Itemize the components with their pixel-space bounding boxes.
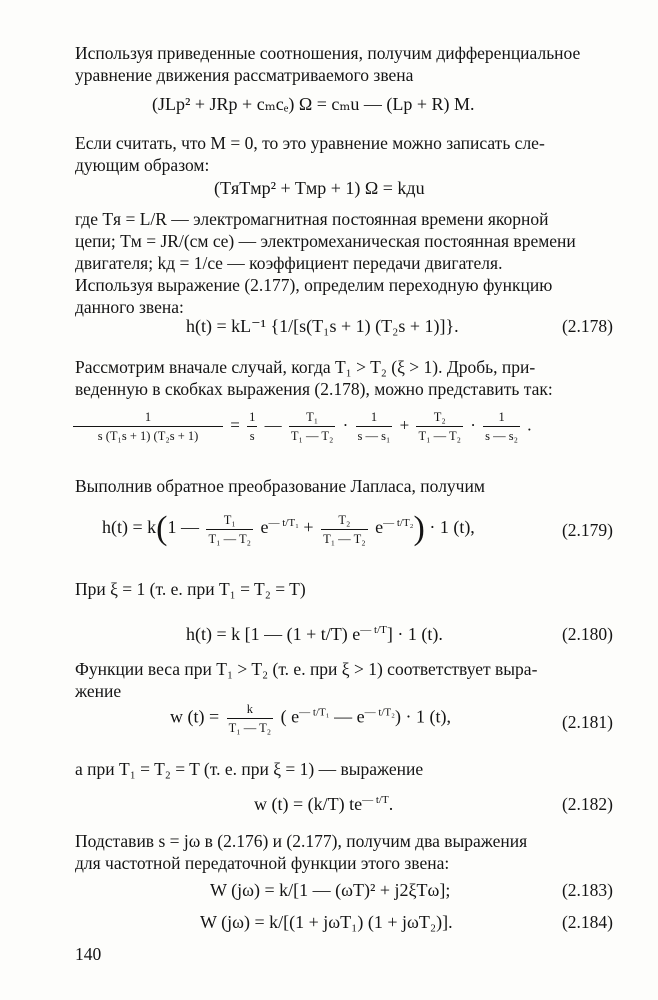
paragraph-definitions [75,208,613,318]
paragraph-equal-weight [75,758,613,780]
fraction-numerator: T₁ [306,410,319,424]
fraction-numerator: 1 [498,410,505,424]
fraction-numerator: 1 [370,410,378,424]
equation-2184: W (jω) = k/[(1 + jωT₁) (1 + jωT₂)]. [200,912,453,932]
text-line: цепи; Tм = JR/(cм cе) — электромеханическая постоянная времени [75,231,576,251]
fraction-numerator: T₂ [433,410,446,424]
paragraph-intro [75,42,613,86]
text-line: веденную в скобках выражения (2.178), можно представить так: [75,379,553,399]
exponent: — t/T₂ [364,706,395,719]
text-line: Функции веса при T₁ > T₂ (т. е. при ξ > 1) соответствует выра- [75,659,538,679]
text-line: Если считать, что M = 0, то это уравнение можно записать сле- [75,133,545,153]
fraction-numerator: 1 [249,410,256,424]
plus-sign: + [303,517,314,538]
text-line: а при T₁ = T₂ = T (т. е. при ξ = 1) — выражение [75,759,424,779]
equation-motion: (JLp² + JRp + cₘcₑ) Ω = cₘu — (Lp + R) M. [152,94,475,114]
equation-2178: h(t) = kL⁻¹ {1/[s(T₁s + 1) (T₂s + 1)]}. [186,316,459,336]
equation-number-2179: (2.179) [561,520,613,540]
fraction-numerator: T₂ [338,512,351,527]
text-line: где Tя = L/R — электромагнитная постоянная времени якорной [75,209,549,229]
paragraph-case [75,356,613,400]
exponential: e [375,517,384,538]
equation-lhs: h(t) = k [102,517,157,538]
equation-simplified: (TяTмp² + Tмp + 1) Ω = kдu [214,178,425,198]
equation-body: ( e [280,706,300,727]
equation-2181 [170,702,451,735]
text-line: Выполнив обратное преобразование Лапласа, получим [75,476,485,496]
equation-tail: · 1 (t), [429,517,475,538]
paragraph-frequency [75,830,613,874]
text-line: уравнение движения рассматриваемого звена [75,65,414,85]
paragraph-laplace [75,475,613,497]
fraction-denominator: s — s₂ [483,426,520,443]
text-line: двигателя; kд = 1/cе — коэффициент передачи двигателя. [75,253,503,273]
paragraph-weight-function [75,658,613,702]
equation-tail: ] · 1 (t). [386,624,443,644]
exponent: — t/T₂ [383,517,414,530]
paragraph-equal-case [75,578,613,600]
fraction-denominator: s [247,426,257,443]
equation-tail: ) · 1 (t), [394,706,451,727]
equation-number-2180: (2.180) [561,624,613,644]
equation-2180 [186,624,443,645]
equation-number-2184: (2.184) [561,912,613,932]
text-line: данного звена: [75,297,184,317]
equation-number-2181: (2.181) [561,712,613,732]
paragraph-condition [75,132,613,176]
text-line: для частотной передаточной функции этого звена: [75,853,450,873]
fraction-denominator: T₁ — T₂ [206,529,253,546]
equation-number-2178: (2.178) [561,316,613,336]
equation-2183: W (jω) = k/[1 — (ωT)² + j2ξTω]; [210,880,451,900]
equation-number-2182: (2.182) [561,794,613,814]
exponent: — t/T [362,794,389,806]
equation-lhs: w (t) = [170,706,220,727]
fraction-numerator: k [246,702,254,716]
exponent: — t/T₁ [299,706,330,719]
equation-partial-fractions: $\frac{1}{\text{s (T₁s + 1) (T₂s + 1)}}$ = $\frac{1}{s}$ — $\frac{\text{T₁}}{\text{T₁ — T₂}}$ · $\frac{1}{\text{s — s₁}}$ + $\frac{\text{T₂}}{\text{T₁ — T₂}}$ · $\frac{1}{\text{s — s₂}}$ . [70,410,532,443]
text-line: Подставив s = jω в (2.176) и (2.177), получим два выражения [75,831,528,851]
fraction-denominator: T₁ — T₂ [227,718,274,735]
equation-2182 [254,794,393,815]
exponent: — t/T [360,624,387,636]
equation-term: 1 — [167,517,199,538]
equation-body: h(t) = k [1 — (1 + t/T) e [186,624,361,644]
fraction-denominator: T₁ — T₂ [321,529,368,546]
equation-tail: . [388,794,394,814]
fraction-denominator: s (T₁s + 1) (T₂s + 1) [73,426,223,443]
text-line: При ξ = 1 (т. е. при T₁ = T₂ = T) [75,579,306,599]
text-line: жение [75,681,122,701]
fraction-denominator: T₁ — T₂ [289,426,336,443]
text-line: Используя приведенные соотношения, получим дифференциальное [75,43,581,63]
exponent: — t/T₁ [268,517,299,530]
equation-2179: h(t) = k(1 — $\frac{\text{T₁}}{\text{T₁ — T₂}}$ $e^{— t/T_1}$ + $\frac{\text{T₂}}{\text{T₁ — T₂}}$ $e^{— t/T_2}) \cdot 1$ (t), [102,510,475,547]
text-line: дующим образом: [75,155,210,175]
equation-body: — e [329,706,365,727]
fraction-denominator: T₁ — T₂ [416,426,463,443]
page-number: 140 [75,944,102,964]
equation-number-2183: (2.183) [561,880,613,900]
equation-body: w (t) = (k/T) te [254,794,363,814]
exponential: e [260,517,269,538]
text-line: Рассмотрим вначале случай, когда T₁ > T₂ (ξ > 1). Дробь, при- [75,357,536,377]
text-line: Используя выражение (2.177), определим переходную функцию [75,275,553,295]
fraction-numerator: 1 [144,410,152,424]
fraction-numerator: T₁ [223,512,236,527]
fraction-denominator: s — s₁ [356,426,393,443]
